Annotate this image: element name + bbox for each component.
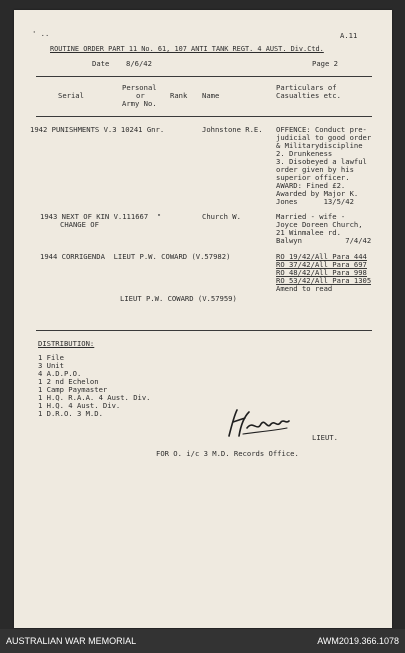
entry-1942-particulars-line: order given by his [276,165,354,174]
footer-institution: AUSTRALIAN WAR MEMORIAL [6,636,137,646]
entry-1942-particulars-line: superior officer. [276,173,350,182]
distribution-item: 1 D.R.O. 3 M.D. [38,409,103,418]
entry-1942-particulars-line: judicial to good order [276,133,372,142]
page-number: Page 2 [312,59,338,68]
distribution-item: 1 2 nd Echelon [38,377,99,386]
entry-1944-corrected-line: LIEUT P.W. COWARD (V.57959) [120,294,237,303]
footer-accession-number: AWM2019.366.1078 [317,636,399,646]
date-label: Date [92,59,110,68]
entry-1942-particulars-line: 3. Disobeyed a lawful [276,157,367,166]
handwritten-signature [223,406,293,440]
entry-1942-particulars-line: AWARD: Fined £2. [276,181,346,190]
entry-1942-particulars-line: Awarded by Major K. [276,189,359,198]
entry-1943-particulars-line: Balwyn 7/4/42 [276,236,372,245]
entry-1944-reference: RO 53/42/All Para 1305 [276,276,372,285]
body-rule-bottom [36,330,372,331]
entry-1944-amend-note: Amend to read [276,284,333,293]
date-value: 8/6/42 [126,59,152,68]
distribution-item: 4 A.D.P.O. [38,369,82,378]
signoff-rank: LIEUT. [312,433,338,442]
distribution-title: DISTRIBUTION: [38,339,95,348]
entry-1943-particulars-line: Married - wife - [276,212,346,221]
entry-1942-name: Johnstone R.E. [202,125,263,134]
document-page [14,10,392,628]
order-title: ROUTINE ORDER PART 11 No. 61, 107 ANTI TANK REGT. 4 AUST. Div.Ctd. [50,45,324,53]
header-rule-top [36,76,372,77]
entry-1943-serial: 1943 NEXT OF KIN V.111667 " [40,212,162,221]
archive-footer [0,629,405,653]
entry-1942-particulars-line: Jones 13/5/42 [276,197,354,206]
entry-1942-serial: 1942 PUNISHMENTS V.3 10241 Gnr. [30,125,165,134]
entry-1943-particulars-line: Joyce Doreen Church, [276,220,363,229]
header-casualties: Casualties etc. [276,91,341,100]
entry-1944-serial: 1944 CORRIGENDA LIEUT P.W. COWARD (V.57982) [40,252,231,261]
entry-1944-reference: RO 37/42/All Para 697 [276,260,367,269]
distribution-item: 1 File [38,353,64,362]
entry-1943-serial-sub: CHANGE OF [60,220,99,229]
entry-1942-particulars-line: & Militarydiscipline [276,141,363,150]
header-serial: Serial [58,91,84,100]
header-personal: Personal [122,83,157,92]
entry-1943-particulars-line: 21 Winmalee rd. [276,228,341,237]
distribution-item: 1 Camp Paymaster [38,385,108,394]
entry-1942-particulars-line: OFFENCE: Conduct pre- [276,125,367,134]
header-rank: Rank [170,91,188,100]
header-or: or [136,91,145,100]
header-particulars: Particulars of [276,83,337,92]
page-reference: A.11 [340,31,358,40]
header-army-no: Army No. [122,99,157,108]
entry-1944-reference: RO 19/42/All Para 444 [276,252,367,261]
header-name: Name [202,91,220,100]
corner-marks: ' .. [32,29,50,38]
entry-1944-reference: RO 48/42/All Para 998 [276,268,367,277]
entry-1943-name: Church W. [202,212,241,221]
header-rule-bottom [36,116,372,117]
distribution-item: 1 H.Q. 4 Aust. Div. [38,401,121,410]
signoff-line: FOR O. i/c 3 M.D. Records Office. [156,449,299,458]
distribution-item: 1 H.Q. R.A.A. 4 Aust. Div. [38,393,151,402]
distribution-item: 3 Unit [38,361,64,370]
entry-1942-particulars-line: 2. Drunkeness [276,149,333,158]
